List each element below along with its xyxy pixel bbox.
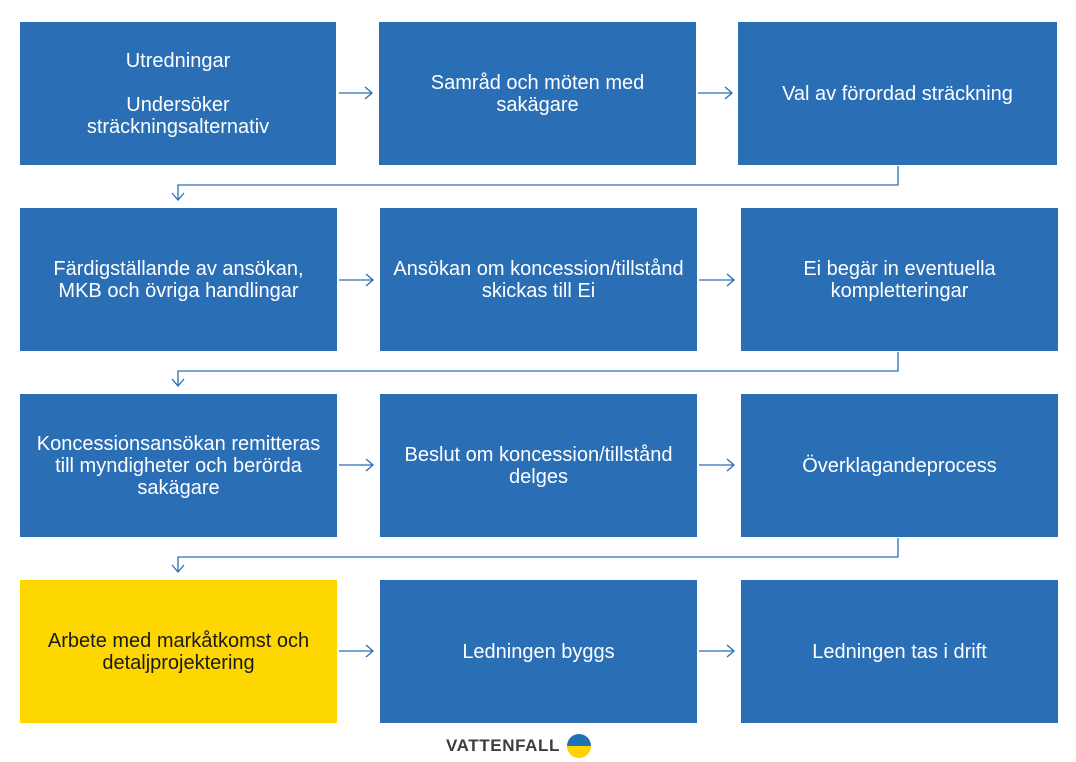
step-label: Koncessionsansökan remitteras till myndigheter och berörda sakägare: [36, 432, 321, 499]
arrow-right-icon: [699, 274, 734, 286]
arrow-right-icon: [339, 459, 373, 471]
logo-text: VATTENFALL: [446, 736, 560, 755]
arrow-right-icon: [698, 87, 732, 99]
step-subtitle: Undersöker sträckningsalternativ: [86, 93, 270, 138]
step-overklagande: [741, 394, 1058, 537]
step-markatkomst: [20, 580, 337, 723]
wrap-arrow-icon: [172, 538, 898, 572]
step-label: Samråd och möten med sakägare: [430, 71, 645, 116]
wrap-arrow-icon: [172, 166, 898, 200]
arrow-right-icon: [339, 645, 373, 657]
step-remitteras: [20, 394, 337, 537]
step-label: Beslut om koncession/tillstånd delges: [404, 443, 673, 488]
step-ledningen-i-drift: [741, 580, 1058, 723]
step-fardigstallande: [20, 208, 337, 351]
step-label: Överklagandeprocess: [802, 454, 997, 477]
step-label: Ledningen byggs: [462, 640, 615, 663]
step-label: Färdigställande av ansökan, MKB och övriga handlingar: [53, 257, 304, 302]
arrow-right-icon: [699, 645, 734, 657]
step-label: Ledningen tas i drift: [812, 640, 987, 663]
step-ledningen-byggs: [380, 580, 697, 723]
step-title: Utredningar: [125, 49, 231, 72]
vattenfall-logo-icon: [566, 733, 592, 759]
step-beslut: [380, 394, 697, 537]
step-label: Ansökan om koncession/tillstånd skickas till Ei: [393, 257, 684, 302]
step-label: Arbete med markåtkomst och detaljprojektering: [47, 629, 310, 674]
arrow-right-icon: [339, 87, 372, 99]
wrap-arrow-icon: [172, 352, 898, 386]
step-utredningar: [20, 22, 336, 165]
arrow-right-icon: [699, 459, 734, 471]
step-val-av-sträckning: [738, 22, 1057, 165]
vattenfall-logo: [446, 732, 592, 760]
step-ansokan-skickas: [380, 208, 697, 351]
step-samrad: [379, 22, 696, 165]
step-label: Ei begär in eventuella kompletteringar: [803, 257, 996, 302]
step-ei-kompletteringar: [741, 208, 1058, 351]
step-label: Val av förordad sträckning: [782, 82, 1013, 105]
arrow-right-icon: [339, 274, 373, 286]
